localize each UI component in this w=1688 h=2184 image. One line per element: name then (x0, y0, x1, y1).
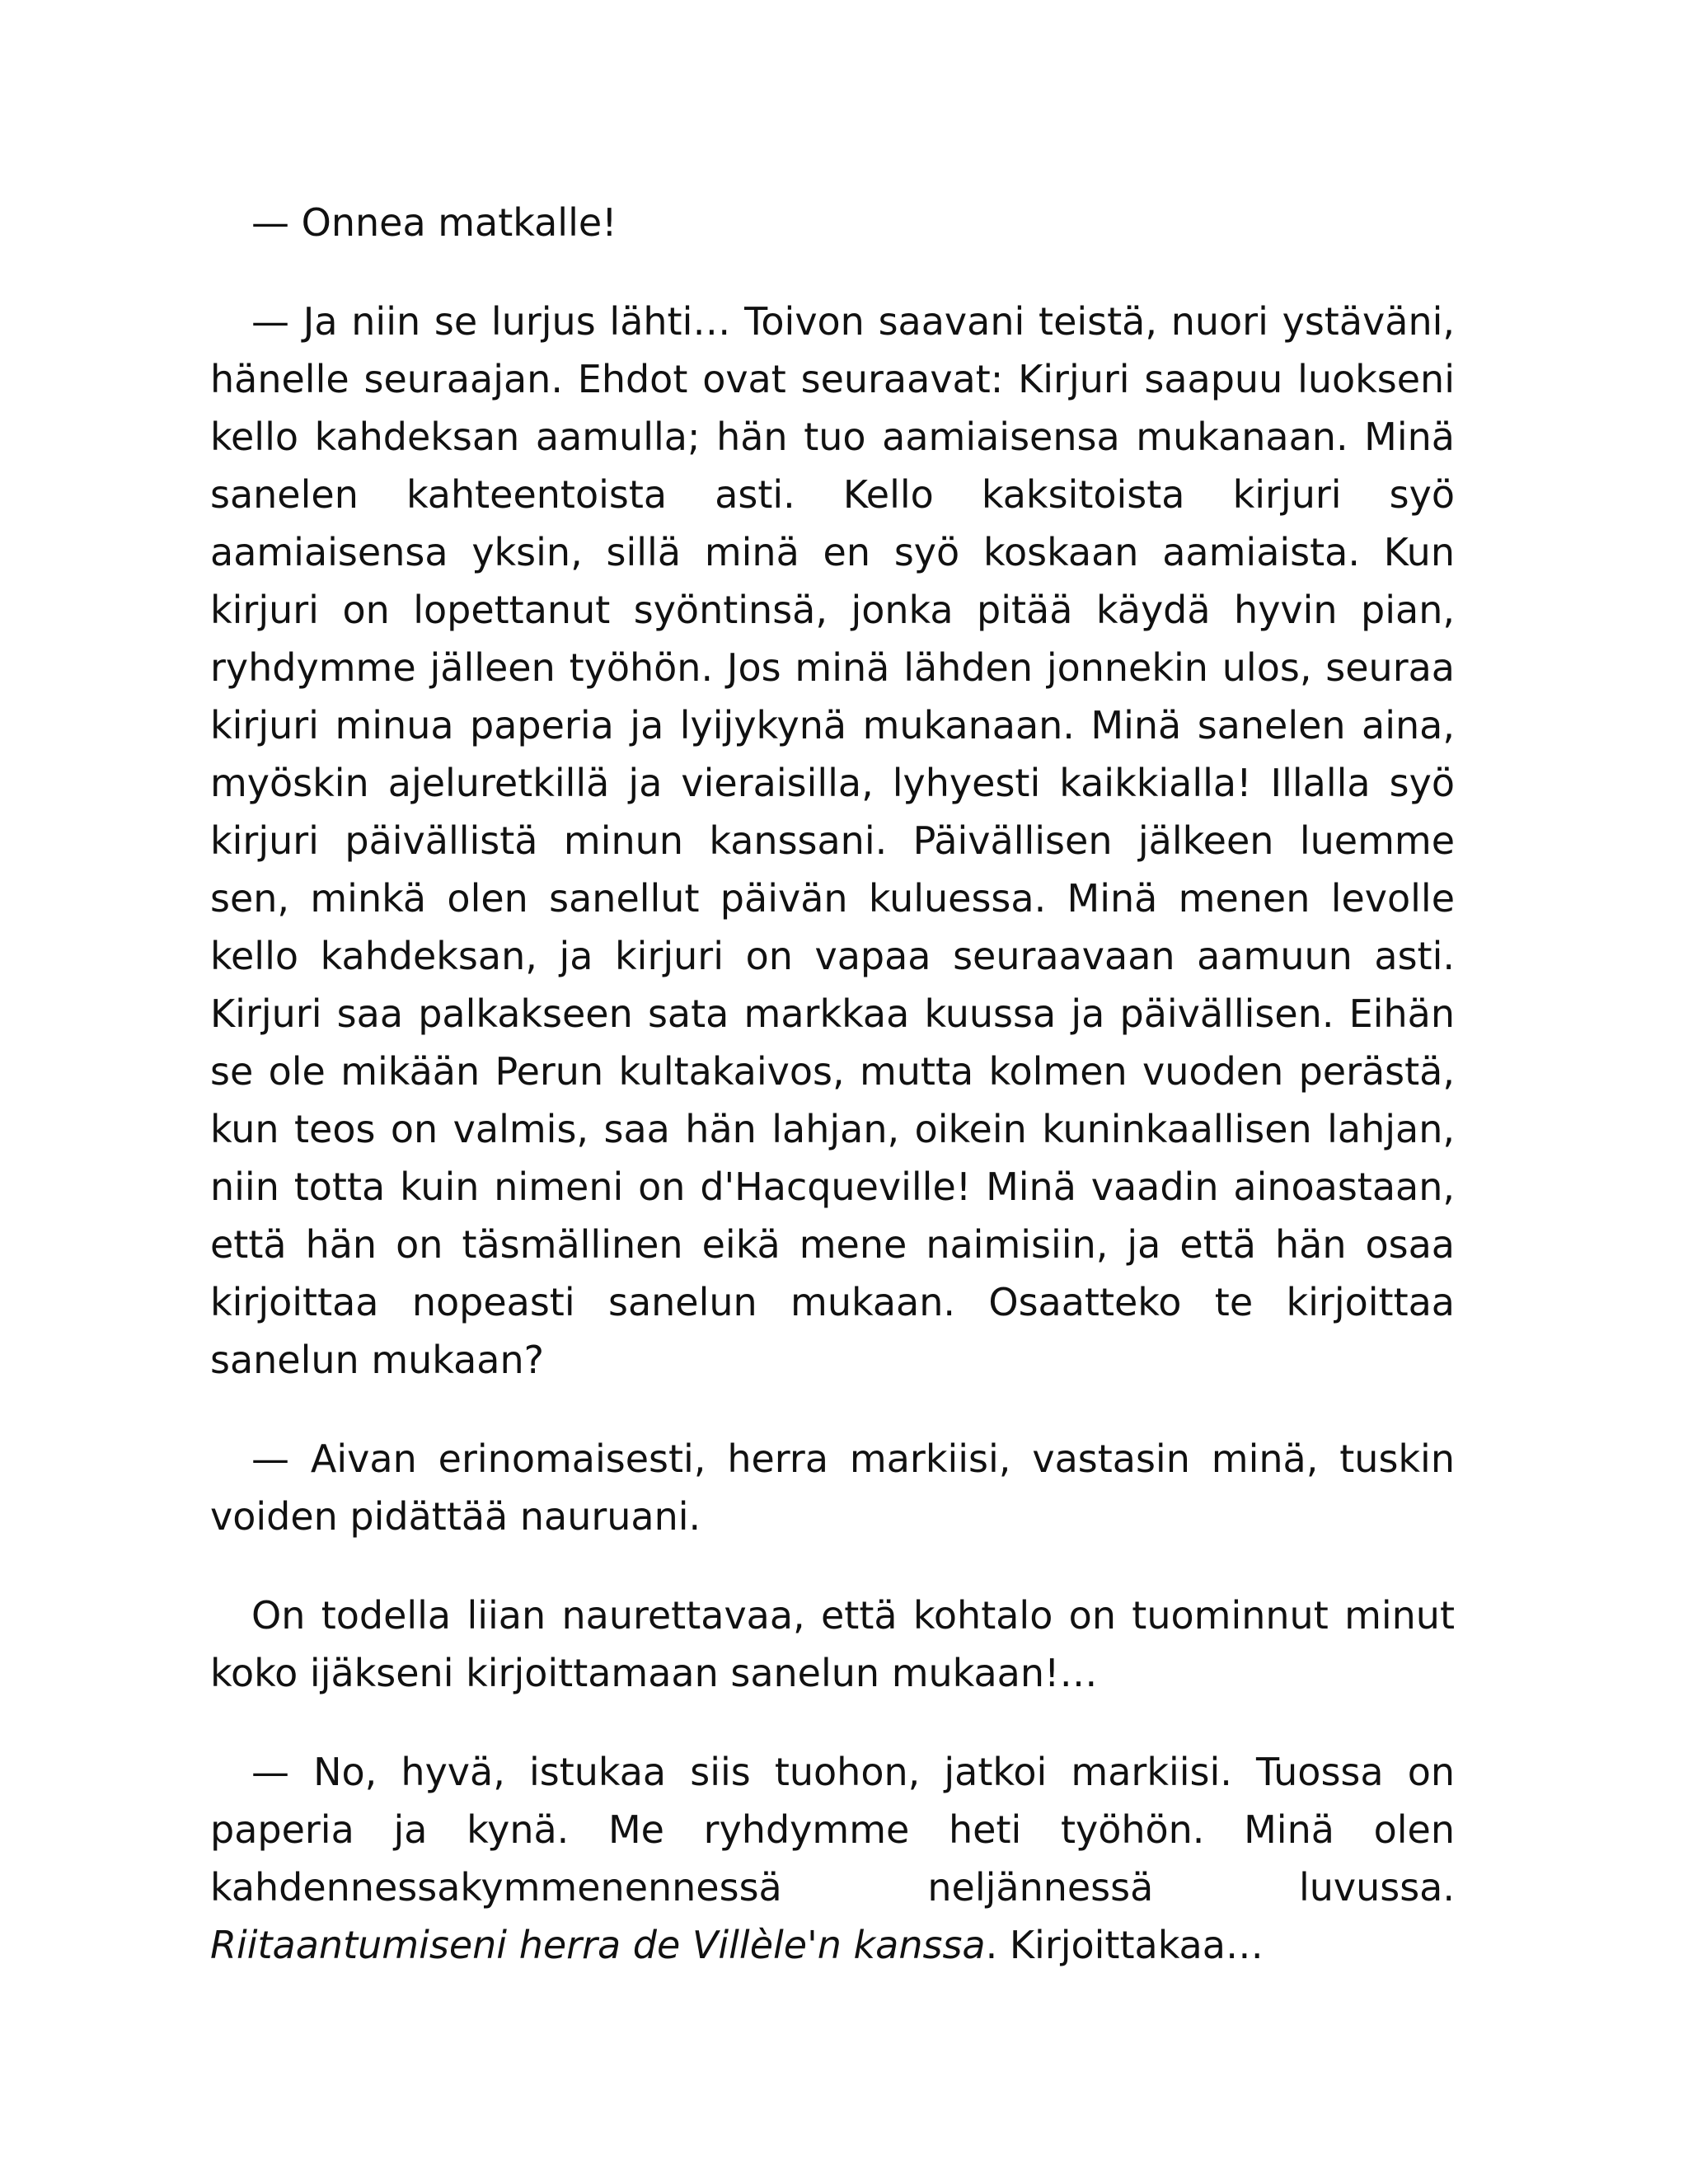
document-page (210, 194, 1455, 1974)
paragraph-text-before-italic: — No, hyvä, istukaa siis tuohon, jatkoi markiisi. Tuossa on paperia ja kynä. Me ryhdymme heti työhön. Minä olen kahdennessakymmenennessä neljännessä luvussa. (210, 1750, 1455, 1910)
paragraph-text-after-italic: . Kirjoittakaa… (985, 1923, 1264, 1967)
chapter-title-italic: Riitaantumiseni herra de Villèle'n kanssa (210, 1923, 986, 1967)
paragraph-reply: — Aivan erinomaisesti, herra markiisi, vastasin minä, tuskin voiden pidättää nauruani. (210, 1436, 1455, 1539)
paragraph-dictation-start (210, 1743, 1455, 1974)
paragraph-narration: On todella liian naurettavaa, että kohtalo on tuominnut minut koko ijäkseni kirjoittamaan sanelun mukaan!… (210, 1593, 1455, 1695)
paragraph-farewell: — Onnea matkalle! (251, 200, 617, 245)
paragraph-conditions: — Ja niin se lurjus lähti… Toivon saavani teistä, nuori ystäväni, hänelle seuraajan. Ehdot ovat seuraavat: Kirjuri saapuu luokseni kello kahdeksan aamulla; hän tuo aamiaisensa mukanaan. Minä sanelen kahteentoista asti. Kello kaksitoista kirjuri syö aamiaisensa yksin, sillä minä en syö koskaan aamiaista. Kun kirjuri on lopettanut syöntinsä, jonka pitää käydä hyvin pian, ryhdymme jälleen työhön. Jos minä lähden jonnekin ulos, seuraa kirjuri minua paperia ja lyijykynä mukanaan. Minä sanelen aina, myöskin ajeluretkillä ja vieraisilla, lyhyesti kaikkialla! Illalla syö kirjuri päivällistä minun kanssani. Päivällisen jälkeen luemme sen, minkä olen sanellut päivän kuluessa. Minä menen levolle kello kahdeksan, ja kirjuri on vapaa seuraavaan aamuun asti. Kirjuri saa palkakseen sata markkaa kuussa ja päivällisen. Eihän se ole mikään Perun kultakaivos, mutta kolmen vuoden perästä, kun teos on valmis, saa hän lahjan, oikein kuninkaallisen lahjan, niin totta kuin nimeni on d'Hacqueville! Minä vaadin ainoastaan, että hän on täsmällinen eikä mene naimisiin, ja että hän osaa kirjoittaa nopeasti sanelun mukaan. Osaatteko te kirjoittaa sanelun mukaan? (210, 299, 1455, 1382)
